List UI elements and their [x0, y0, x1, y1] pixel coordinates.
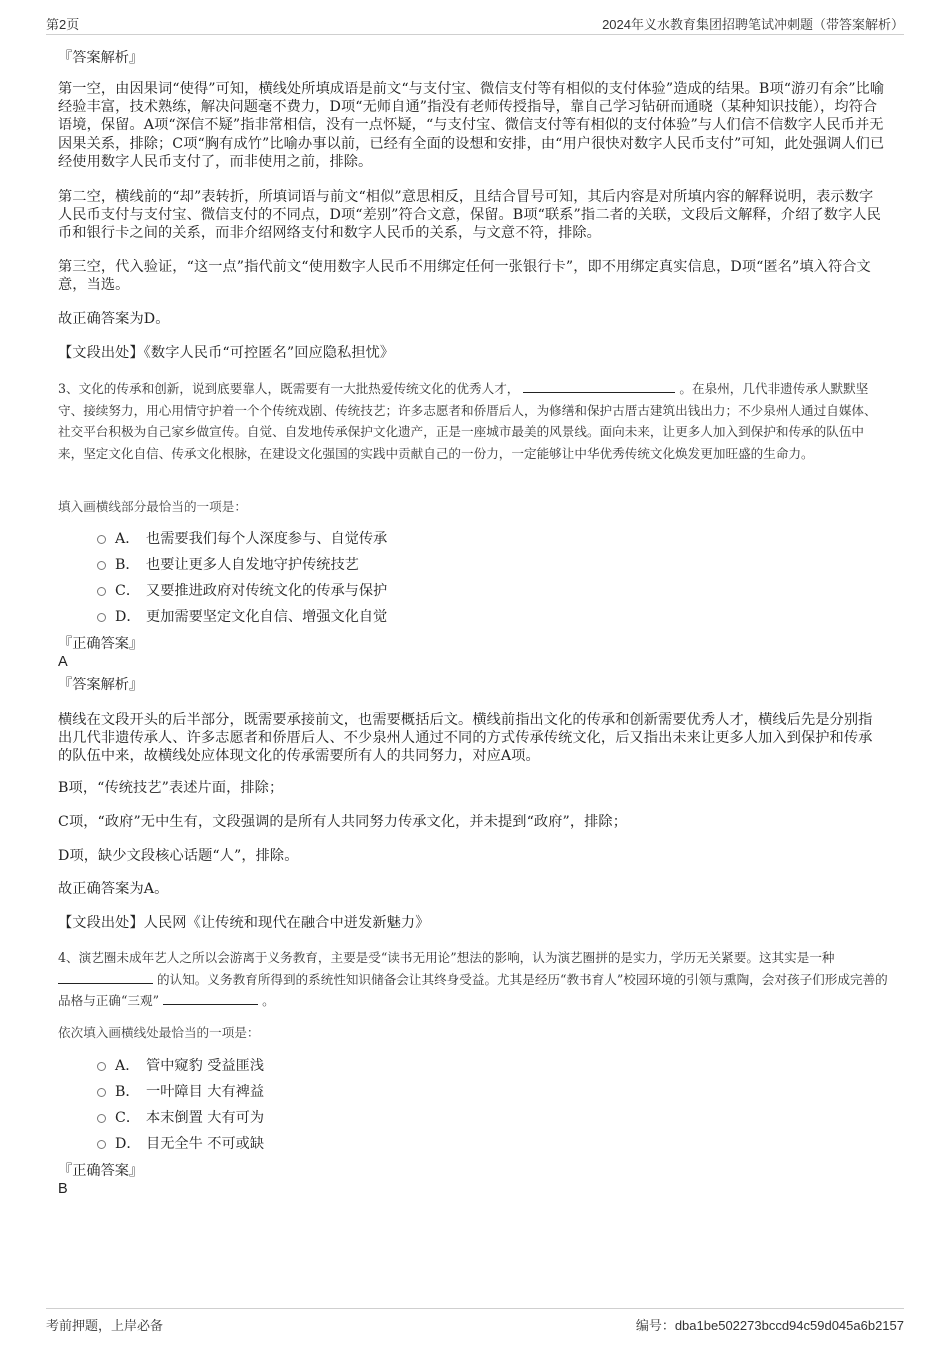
- q3-analysis-b: B项，“传统技艺”表述片面，排除；: [58, 780, 284, 796]
- q4-option-b[interactable]: [97, 1081, 264, 1103]
- q4-stem: [58, 947, 888, 1012]
- radio-icon[interactable]: [97, 613, 106, 622]
- option-text: 管中窥豹 受益匪浅: [146, 1058, 265, 1074]
- q4-blank-1: [58, 970, 153, 984]
- q4-stem-part-1: 4、演艺圈未成年艺人之所以会游离于义务教育，主要是受“读书无用论”想法的影响，认为演艺圈拼的是实力，学历无关紧要。这其实是一种: [58, 950, 835, 965]
- q4-answer-label: 『正确答案』: [58, 1163, 144, 1179]
- option-letter: D．: [115, 609, 141, 625]
- document-id: 编号：dba1be502273bccd94c59d045a6b2157: [635, 1318, 904, 1333]
- q3-option-a[interactable]: [97, 528, 387, 550]
- radio-icon[interactable]: [97, 1088, 106, 1097]
- page-footer: [46, 1308, 904, 1333]
- document-title: 2024年义水教育集团招聘笔试冲刺题（带答案解析）: [602, 17, 904, 32]
- q2-analysis-label: 『答案解析』: [58, 50, 144, 66]
- radio-icon[interactable]: [97, 1114, 106, 1123]
- option-letter: D．: [115, 1136, 141, 1152]
- option-text: 也要让更多人自发地守护传统技艺: [146, 557, 359, 573]
- q2-analysis-para-3: 第三空，代入验证，“这一点”指代前文“使用数字人民币不用绑定任何一张银行卡”，即不用绑定真实信息，D项“匿名”填入符合文意，当选。: [58, 259, 871, 294]
- footer-slogan: 考前押题，上岸必备: [46, 1318, 164, 1333]
- option-text: 也需要我们每个人深度参与、自觉传承: [146, 531, 388, 547]
- q3-blank: [523, 379, 675, 393]
- q4-blank-2: [163, 991, 258, 1005]
- q2-analysis-para-1: 第一空，由因果词“使得”可知，横线处所填成语是前文“与支付宝、微信支付等有相似的支付体验”造成的结果。B项“游刃有余”比喻经验丰富，技术熟练，解决问题毫不费力，D项“无师自通”指没有老师传授指导，靠自己学习钻研而通晓（某种知识技能），均符合语境，保留。A项“深信不疑”指非常相信，没有一点怀疑，“与支付宝、微信支付等有相似的支付体验”与人们信不信数字人民币并无因果关系，排除；C项“胸有成竹”比喻办事以前，已经有全面的设想和安排，由“用户很快对数字人民币支付”可知，此处强调人们已经使用数字人民币支付了，而非使用之前，排除。: [58, 81, 885, 170]
- radio-icon[interactable]: [97, 587, 106, 596]
- option-letter: A．: [115, 531, 140, 547]
- q3-option-b[interactable]: [97, 554, 359, 576]
- q2-source: 【文段出处】《数字人民币“可控匿名”回应隐私担忧》: [58, 345, 395, 361]
- q3-conclusion: 故正确答案为A。: [58, 881, 169, 897]
- radio-icon[interactable]: [97, 1140, 106, 1149]
- radio-icon[interactable]: [97, 535, 106, 544]
- option-letter: B．: [115, 557, 140, 573]
- q4-stem-part-2: 的认知。义务教育所得到的系统性知识储备会让其终身受益。尤其是经历“教书育人”校园环境的引领与熏陶，会对孩子们形成完善的品格与正确“三观”: [58, 971, 888, 1009]
- q3-option-c[interactable]: [97, 580, 387, 602]
- q3-analysis-label: 『答案解析』: [58, 677, 144, 693]
- option-letter: B．: [115, 1084, 140, 1100]
- option-text: 更加需要坚定文化自信、增强文化自觉: [146, 609, 388, 625]
- q3-answer-label: 『正确答案』: [58, 636, 144, 652]
- q4-option-c[interactable]: [97, 1107, 264, 1129]
- q3-analysis-para-1: 横线在文段开头的后半部分，既需要承接前文，也需要概括后文。横线前指出文化的传承和创新需要优秀人才，横线后先是分别指出几代非遗传承人、许多志愿者和侨厝后人、不少泉州人通过不同的方式传承传统文化，后又指出未来让更多人加入到保护和传承的队伍中来，故横线处应体现文化的传承需要所有人的共同努力，对应A项。: [58, 712, 873, 765]
- option-letter: C．: [115, 1110, 141, 1126]
- q3-instruction: 填入画横线部分最恰当的一项是：: [58, 499, 247, 514]
- radio-icon[interactable]: [97, 1062, 106, 1071]
- q4-answer: B: [58, 1181, 68, 1197]
- q3-stem: [58, 378, 888, 464]
- q2-conclusion: 故正确答案为D。: [58, 311, 170, 327]
- q3-option-d[interactable]: [97, 606, 387, 628]
- radio-icon[interactable]: [97, 561, 106, 570]
- option-letter: A．: [115, 1058, 140, 1074]
- option-letter: C．: [115, 583, 141, 599]
- option-text: 本末倒置 大有可为: [146, 1110, 265, 1126]
- option-text: 又要推进政府对传统文化的传承与保护: [146, 583, 388, 599]
- q3-analysis-c: C项，“政府”无中生有，文段强调的是所有人共同努力传承文化，并未提到“政府”，排除；: [58, 814, 628, 830]
- page-header: [46, 12, 904, 35]
- q4-stem-part-3: 。: [262, 993, 275, 1009]
- q3-analysis-d: D项，缺少文段核心话题“人”，排除。: [58, 848, 299, 864]
- page-number: 第2页: [46, 17, 80, 32]
- q4-option-a[interactable]: [97, 1055, 264, 1077]
- q3-stem-before: 3、文化的传承和创新，说到底要靠人，既需要有一大批热爱传统文化的优秀人才，: [58, 381, 520, 396]
- q3-answer: A: [58, 654, 68, 670]
- q3-source: 【文段出处】人民网《让传统和现代在融合中迸发新魅力》: [58, 915, 430, 931]
- option-text: 一叶障目 大有裨益: [146, 1084, 265, 1100]
- q3-stem-after: 。在泉州，几代非遗传承人默默坚守、接续努力，用心用情守护着一个个传统戏剧、传统技艺；许多志愿者和侨厝后人，为修缮和保护古厝古建筑出钱出力；不少泉州人通过自媒体、社交平台积极为自己家乡做宣传。自觉、自发地传承保护文化遗产，正是一座城市最美的风景线。面向未来，让更多人加入到保护和传承的队伍中来，坚定文化自信、传承文化根脉，在建设文化强国的实践中贡献自己的一份力，一定能够让中华优秀传统文化焕发更加旺盛的生命力。: [58, 381, 877, 461]
- option-text: 目无全牛 不可或缺: [146, 1136, 265, 1152]
- q4-instruction: 依次填入画横线处最恰当的一项是：: [58, 1025, 260, 1040]
- q4-option-d[interactable]: [97, 1133, 264, 1155]
- q2-analysis-para-2: 第二空，横线前的“却”表转折，所填词语与前文“相似”意思相反，且结合冒号可知，其后内容是对所填内容的解释说明，表示数字人民币支付与支付宝、微信支付的不同点，D项“差别”符合文意，保留。B项“联系”指二者的关联，文段后文解释，介绍了数字人民币和银行卡之间的关系，而非介绍网络支付和数字人民币的关系，与文意不符，排除。: [58, 189, 881, 242]
